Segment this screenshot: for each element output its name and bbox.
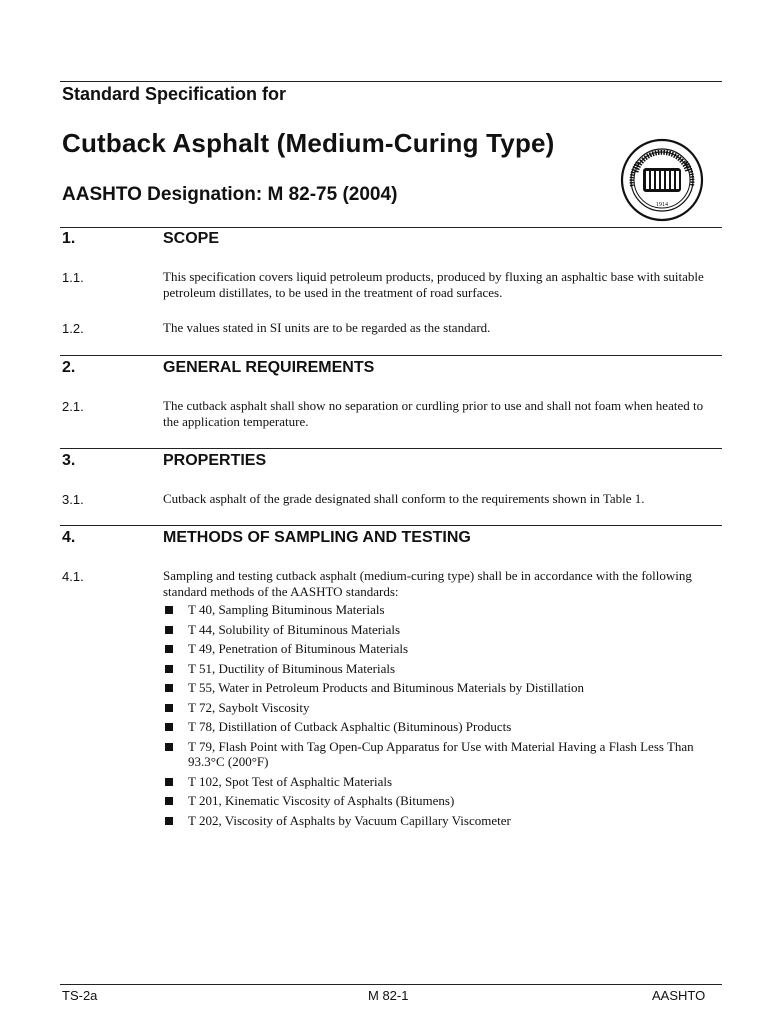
section-number: 3. xyxy=(62,452,76,469)
section-number: 4. xyxy=(62,529,76,546)
section-title: GENERAL REQUIREMENTS xyxy=(163,359,375,376)
paragraph-text: The values stated in SI units are to be regarded as the standard. xyxy=(163,320,491,335)
paragraph-number: 1.1. xyxy=(62,270,84,285)
list-item xyxy=(163,700,723,716)
paragraph-number: 3.1. xyxy=(62,492,84,507)
section-rule xyxy=(60,355,722,356)
method-text: T 102, Spot Test of Asphaltic Materials xyxy=(188,773,393,789)
section-number: 2. xyxy=(62,359,76,376)
bullet-square-icon xyxy=(165,723,173,731)
footer-page-number: M 82-1 xyxy=(368,988,409,1003)
bullet-square-icon xyxy=(165,626,173,634)
test-methods-list xyxy=(163,602,723,832)
bullet-square-icon xyxy=(165,665,173,673)
method-text: T 44, Solubility of Bituminous Materials xyxy=(188,621,401,637)
bullet-square-icon xyxy=(165,778,173,786)
method-text: T 79, Flash Point with Tag Open-Cup Apparatus for Use with Material Having a Flash Less Than 93.3°C (200°F) xyxy=(188,738,694,769)
bullet-square-icon xyxy=(165,645,173,653)
section-number: 1. xyxy=(62,230,76,247)
paragraph-number: 1.2. xyxy=(62,321,84,336)
paragraph-text: The cutback asphalt shall show no separation or curdling prior to use and shall not foam when heated to the application temperature. xyxy=(163,398,704,429)
seal-year: 1914 xyxy=(656,202,668,208)
list-item xyxy=(163,602,723,618)
list-item xyxy=(163,793,723,809)
list-item xyxy=(163,719,723,735)
section-rule xyxy=(60,227,722,228)
paragraph-text: This specification covers liquid petroleum products, produced by fluxing an asphaltic base with suitable petroleum distillates, to be used in the treatment of road surfaces. xyxy=(163,269,704,300)
list-item xyxy=(163,813,723,829)
method-text: T 78, Distillation of Cutback Asphaltic (Bituminous) Products xyxy=(188,719,512,734)
aashto-designation: AASHTO Designation: M 82-75 (2004) xyxy=(62,184,398,205)
bullet-square-icon xyxy=(165,684,173,692)
method-text: T 55, Water in Petroleum Products and Bituminous Materials by Distillation xyxy=(188,680,585,695)
bullet-square-icon xyxy=(165,743,173,751)
section-rule xyxy=(60,448,722,449)
list-item xyxy=(163,661,723,677)
method-text: T 49, Penetration of Bituminous Materials xyxy=(188,641,409,656)
list-item xyxy=(163,622,723,638)
aashto-seal-icon xyxy=(620,138,704,222)
method-text: T 202, Viscosity of Asphalts by Vacuum Capillary Viscometer xyxy=(188,812,511,828)
bullet-square-icon xyxy=(165,704,173,712)
method-text: T 72, Saybolt Viscosity xyxy=(188,699,310,715)
section-rule xyxy=(60,525,722,526)
section-title: METHODS OF SAMPLING AND TESTING xyxy=(163,529,471,546)
method-text: T 51, Ductility of Bituminous Materials xyxy=(188,660,396,676)
list-item xyxy=(163,774,723,790)
bullet-square-icon xyxy=(165,797,173,805)
paragraph-number: 2.1. xyxy=(62,399,84,414)
paragraph-number: 4.1. xyxy=(62,569,84,584)
section-title: SCOPE xyxy=(163,230,220,247)
bullet-square-icon xyxy=(165,606,173,614)
footer-right: AASHTO xyxy=(652,988,706,1003)
spec-title: Cutback Asphalt (Medium-Curing Type) xyxy=(62,128,555,158)
footer-rule xyxy=(60,984,722,985)
method-text: T 40, Sampling Bituminous Materials xyxy=(188,602,385,617)
footer-left: TS-2a xyxy=(62,988,98,1003)
paragraph-text: Sampling and testing cutback asphalt (medium-curing type) shall be in accordance with the following standard methods of the AASHTO standards: xyxy=(163,568,692,599)
bullet-square-icon xyxy=(165,817,173,825)
method-text: T 201, Kinematic Viscosity of Asphalts (Bitumens) xyxy=(188,793,455,808)
list-item xyxy=(163,641,723,657)
spec-kicker: Standard Specification for xyxy=(62,84,287,104)
list-item xyxy=(163,680,723,696)
list-item xyxy=(163,739,723,770)
paragraph-text: Cutback asphalt of the grade designated shall conform to the requirements shown in Table 1. xyxy=(163,491,645,506)
section-title: PROPERTIES xyxy=(163,452,267,469)
top-rule xyxy=(60,81,722,82)
